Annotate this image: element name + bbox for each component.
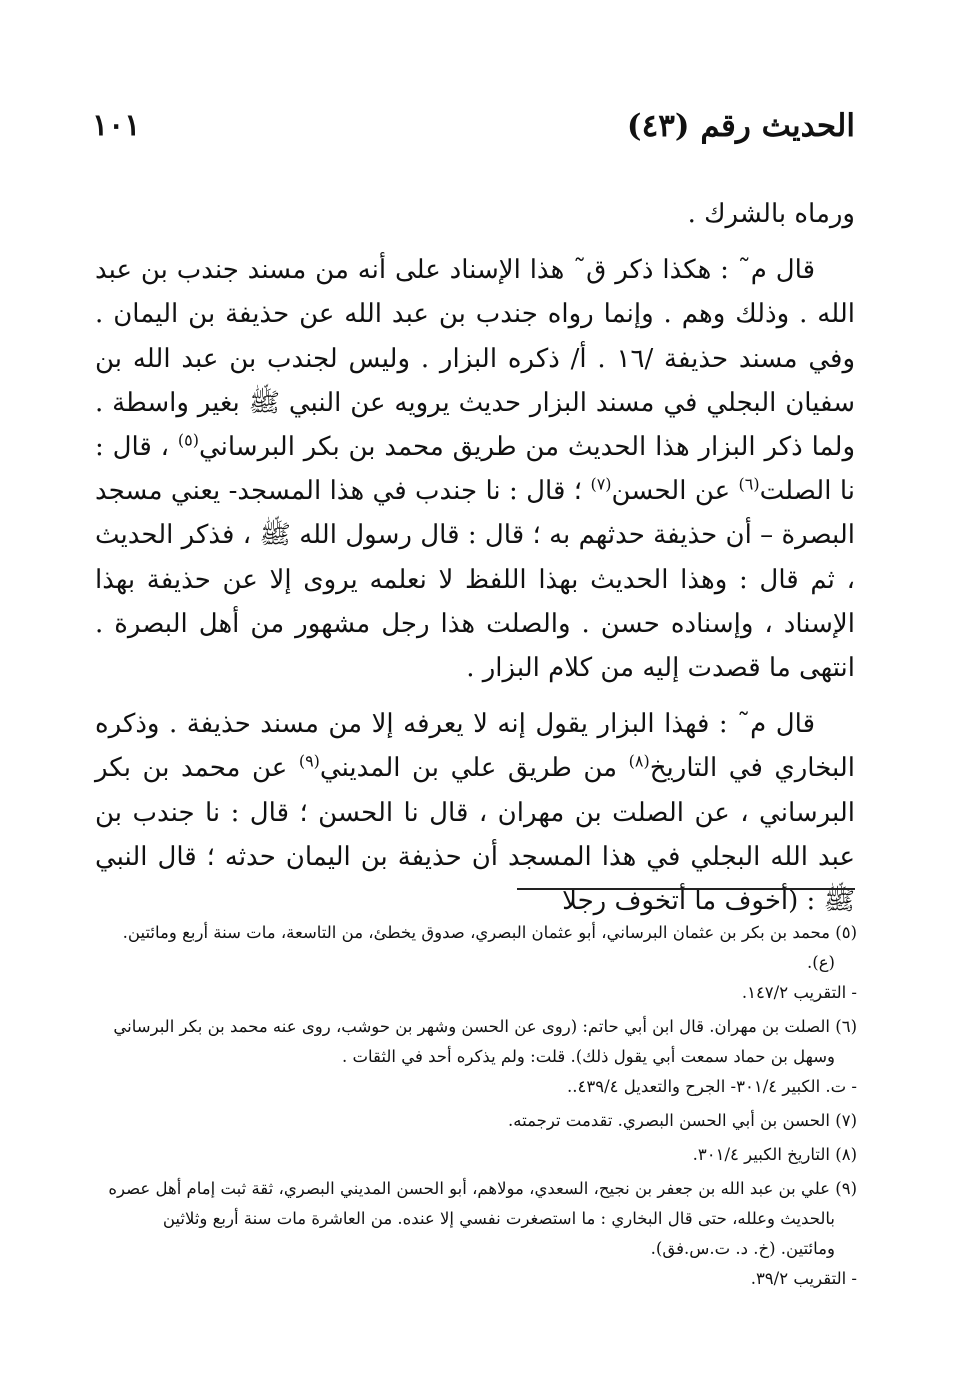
footnotes — [95, 918, 857, 1298]
footnote-7-line-1: (٧) الحسن بن أبي الحسن البصري. تقدمت ترجمته. — [508, 1111, 857, 1130]
footnote-ref-5: (٥) — [177, 430, 199, 450]
page-number: ١٠١ — [92, 108, 141, 143]
paragraph-2-text-d: ؛ قال : نا جندب في هذا المسجد- يعني مسجد البصرة – أن حذيفة حدثهم به ؛ قال : قال رسول الله ﷺ ، فذكر الحديث ، ثم قال : وهذا الحديث بهذا اللفظ لا نعلمه يروى إلا عن حذيفة بهذا الإسناد ، وإسناده حسن . والصلت هذا رجل مشهور من أهل البصرة . انتهى ما قصدت إليه من كلام البزار . — [95, 476, 855, 684]
paragraph-3-text-a: قال م˜ : فهذا البزار يقول إنه لا يعرفه إلا من مسند حذيفة . وذكره البخاري في التاريخ — [95, 709, 856, 784]
paragraph-3 — [95, 702, 855, 923]
footnote-ref-9: (٩) — [298, 751, 320, 771]
footnote-6-line-2: وسهل بن حماد سمعت أبي يقول ذلك). قلت: ولم يذكره أحد في الثقات . — [342, 1047, 835, 1066]
page-header — [92, 108, 855, 158]
footnote-6 — [95, 1012, 857, 1102]
paragraph-2-text-c: عن الحسن — [611, 476, 731, 507]
footnote-ref-7: (٧) — [590, 474, 612, 494]
footnote-ref-6: (٦) — [738, 474, 760, 494]
footnote-ref-8: (٨) — [628, 751, 650, 771]
main-text — [95, 192, 855, 923]
paragraph-2 — [95, 248, 855, 690]
footnote-5-line-3: - التقريب ١٤٧/٢. — [741, 983, 857, 1002]
paragraph-3-text-b: من طريق علي بن المديني — [319, 753, 618, 784]
page-title: الحديث رقم (٤٣) — [626, 108, 855, 144]
footnote-7 — [95, 1106, 857, 1136]
paragraph-3-text-c: عن محمد بن بكر البرساني ، عن الصلت بن مهران ، قال نا الحسن ؛ قال : نا جندب بن عبد الله البجلي في هذا المسجد أن حذيفة بن اليمان حدثه ؛ قال النبي ﷺ : (أخوف ما أتخوف رجلا — [95, 753, 855, 917]
footnote-6-line-1: (٦) الصلت بن مهران. قال ابن أبي حاتم: (روى عن الحسن وشهر بن حوشب، روى عنه محمد بن بكر البرساني — [113, 1017, 857, 1036]
footnote-9-line-3: ومائتين. (خ. د. ت.س.فق). — [650, 1239, 835, 1258]
paragraph-1 — [95, 192, 855, 236]
footnote-divider — [517, 888, 855, 890]
footnote-5 — [95, 918, 857, 1008]
footnote-9 — [95, 1174, 857, 1294]
paragraph-2-text-b: ، قال : نا الصلت — [95, 432, 855, 507]
footnote-9-line-4: - التقريب ٣٩/٢. — [750, 1269, 857, 1288]
footnote-9-line-2: بالحديث وعلله، حتى قال البخاري : ما استصغرت نفسي إلا عنده. من العاشرة مات سنة أربع وثلاثين — [162, 1209, 835, 1228]
footnote-8-line-1: (٨) التاريخ الكبير ٣٠١/٤. — [692, 1145, 857, 1164]
footnote-9-line-1: (٩) علي بن عبد الله بن جعفر بن نجيح، السعدي، مولاهم، أبو الحسن المديني البصري، ثقة ثبت إمام أهل عصره — [108, 1179, 857, 1198]
paragraph-1-text: ورماه بالشرك . — [687, 199, 855, 229]
footnote-5-line-2: (ع). — [807, 953, 835, 972]
footnote-6-line-3: - ت. الكبير ٣٠١/٤- الجرح والتعديل ٤٣٩/٤.. — [566, 1077, 857, 1096]
paragraph-2-text-a: قال م˜ : هكذا ذكر ق˜ هذا الإسناد على أنه من مسند جندب بن عبد الله . وذلك وهم . وإنما رواه جندب بن عبد الله عن حذيفة بن اليمان . وفي مسند حذيفة /١٦ . أ/ ذكره البزار . وليس لجندب بن عبد الله بن سفيان البجلي في مسند البزار حديث يرويه عن النبي ﷺ بغير واسطة . ولما ذكر البزار هذا الحديث من طريق محمد بن بكر البرساني — [95, 255, 855, 463]
footnote-8 — [95, 1140, 857, 1170]
footnote-5-line-1: (٥) محمد بن بكر بن عثمان البرساني، أبو عثمان البصري، صدوق يخطئ، من التاسعة، مات سنة أربع ومائتين. — [122, 923, 857, 942]
